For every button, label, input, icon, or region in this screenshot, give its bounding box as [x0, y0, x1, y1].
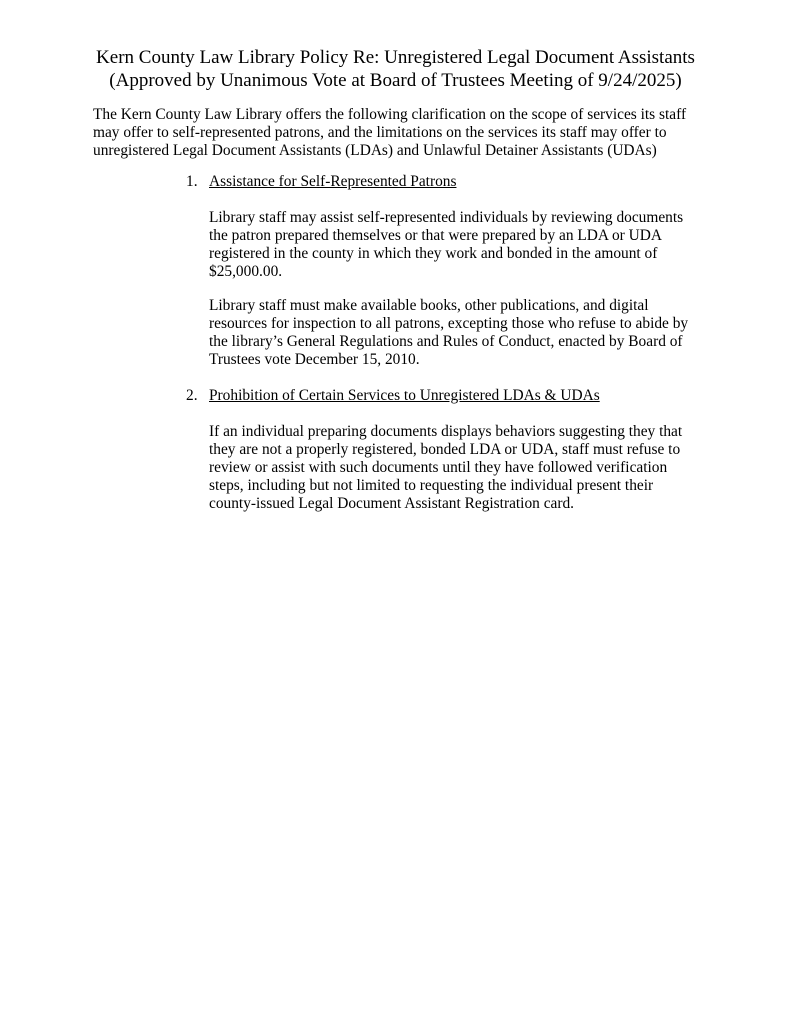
intro-line: unregistered Legal Document Assistants (LDAs) and Unlawful Detainer Assistants (UDAs)	[93, 142, 657, 159]
paragraph-line: steps, including but not limited to requesting the individual present their	[209, 477, 654, 494]
document-title	[0, 46, 791, 92]
section-paragraph	[209, 297, 709, 369]
paragraph-line: resources for inspection to all patrons, excepting those who refuse to abide by	[209, 315, 689, 332]
intro-line: The Kern County Law Library offers the following clarification on the scope of services its staff	[93, 106, 687, 123]
paragraph-line: Library staff must make available books, other publications, and digital	[209, 297, 649, 314]
title-line: Kern County Law Library Policy Re: Unregistered Legal Document Assistants	[96, 47, 695, 68]
paragraph-line: If an individual preparing documents displays behaviors suggesting they that	[209, 423, 683, 440]
paragraph-line: registered in the county in which they work and bonded in the amount of	[209, 245, 658, 262]
title-subline: (Approved by Unanimous Vote at Board of Trustees Meeting of 9/24/2025)	[109, 70, 682, 91]
paragraph-line: they are not a properly registered, bonded LDA or UDA, staff must refuse to	[209, 441, 681, 458]
intro-line: may offer to self-represented patrons, and the limitations on the services its staff may offer to	[93, 124, 667, 141]
intro-paragraph	[93, 106, 713, 160]
section-heading: Prohibition of Certain Services to Unregistered LDAs & UDAs	[209, 387, 600, 404]
paragraph-line: Library staff may assist self-represented individuals by reviewing documents	[209, 209, 684, 226]
section-number: 2.	[186, 387, 198, 404]
paragraph-line: the library’s General Regulations and Rules of Conduct, enacted by Board of	[209, 333, 683, 350]
section-paragraph	[209, 209, 709, 281]
section-paragraph	[209, 423, 709, 513]
paragraph-line: Trustees vote December 15, 2010.	[209, 351, 420, 368]
paragraph-line: the patron prepared themselves or that were prepared by an LDA or UDA	[209, 227, 663, 244]
paragraph-line: county-issued Legal Document Assistant Registration card.	[209, 495, 575, 512]
paragraph-line: review or assist with such documents until they have followed verification	[209, 459, 668, 476]
section-number: 1.	[186, 173, 198, 190]
section-heading: Assistance for Self-Represented Patrons	[209, 173, 457, 190]
paragraph-line: $25,000.00.	[209, 263, 283, 280]
